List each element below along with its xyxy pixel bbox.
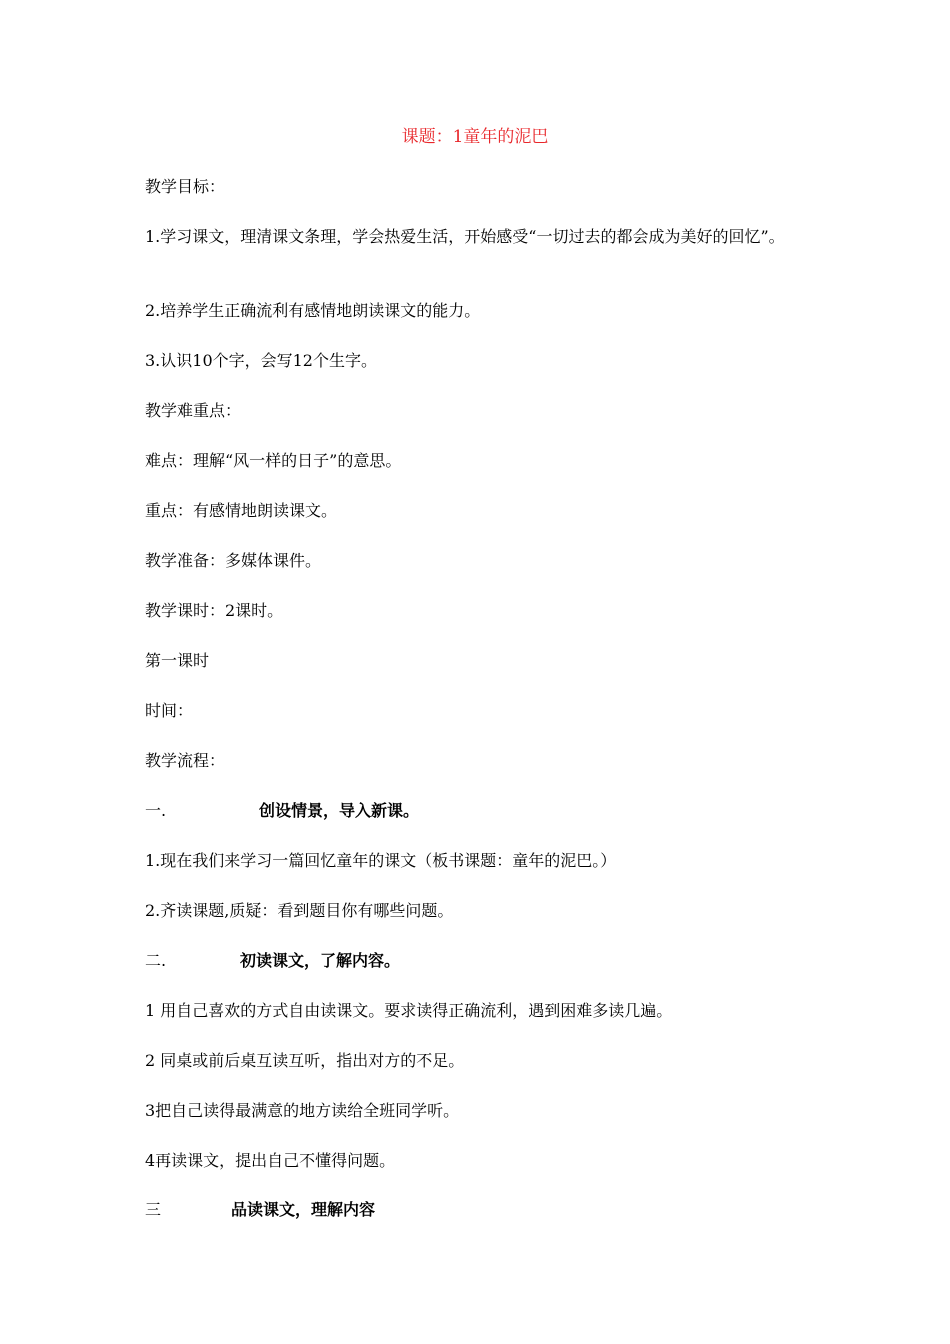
section-2-item-2: 2 同桌或前后桌互读互听，指出对方的不足。 <box>145 1051 465 1070</box>
objective-2: 2.培养学生正确流利有感情地朗读课文的能力。 <box>145 301 481 320</box>
section-1-item-1: 1.现在我们来学习一篇回忆童年的课文（板书课题：童年的泥巴。） <box>145 851 617 870</box>
focus-point: 重点：有感情地朗读课文。 <box>145 501 338 520</box>
section-2-number: 二. <box>145 951 167 970</box>
section-2-item-1: 1 用自己喜欢的方式自由读课文。要求读得正确流利，遇到困难多读几遍。 <box>145 1001 673 1020</box>
section-2-item-4: 4再读课文，提出自己不懂得问题。 <box>145 1151 396 1170</box>
teaching-hours: 教学课时：2课时。 <box>145 601 284 620</box>
section-3-number: 三 <box>145 1200 162 1219</box>
lesson-label: 第一课时 <box>145 651 210 670</box>
keypoints-label: 教学难重点： <box>145 401 242 420</box>
teaching-preparation: 教学准备：多媒体课件。 <box>145 551 322 570</box>
section-2-title: 初读课文，了解内容。 <box>240 951 401 970</box>
difficulty-point: 难点：理解“风一样的日子”的意思。 <box>145 451 402 470</box>
section-3-title: 品读课文，理解内容 <box>231 1200 376 1219</box>
section-1-title: 创设情景，导入新课。 <box>259 801 420 820</box>
section-1-item-2: 2.齐读课题,质疑：看到题目你有哪些问题。 <box>145 901 454 920</box>
document-title: 课题：1童年的泥巴 <box>401 127 549 147</box>
section-2-item-3: 3把自己读得最满意的地方读给全班同学听。 <box>145 1101 460 1120</box>
objectives-label: 教学目标： <box>145 177 226 196</box>
time-label: 时间： <box>145 701 194 720</box>
objective-1: 1.学习课文，理清课文条理，学会热爱生活，开始感受“一切过去的都会成为美好的回忆”。 <box>145 227 785 246</box>
process-label: 教学流程： <box>145 751 226 770</box>
section-3-heading <box>145 1197 375 1223</box>
section-2-heading <box>145 948 400 974</box>
objective-3: 3.认识10个字，会写12个生字。 <box>145 351 377 370</box>
section-1-heading <box>145 798 419 824</box>
section-1-number: 一. <box>145 801 167 820</box>
